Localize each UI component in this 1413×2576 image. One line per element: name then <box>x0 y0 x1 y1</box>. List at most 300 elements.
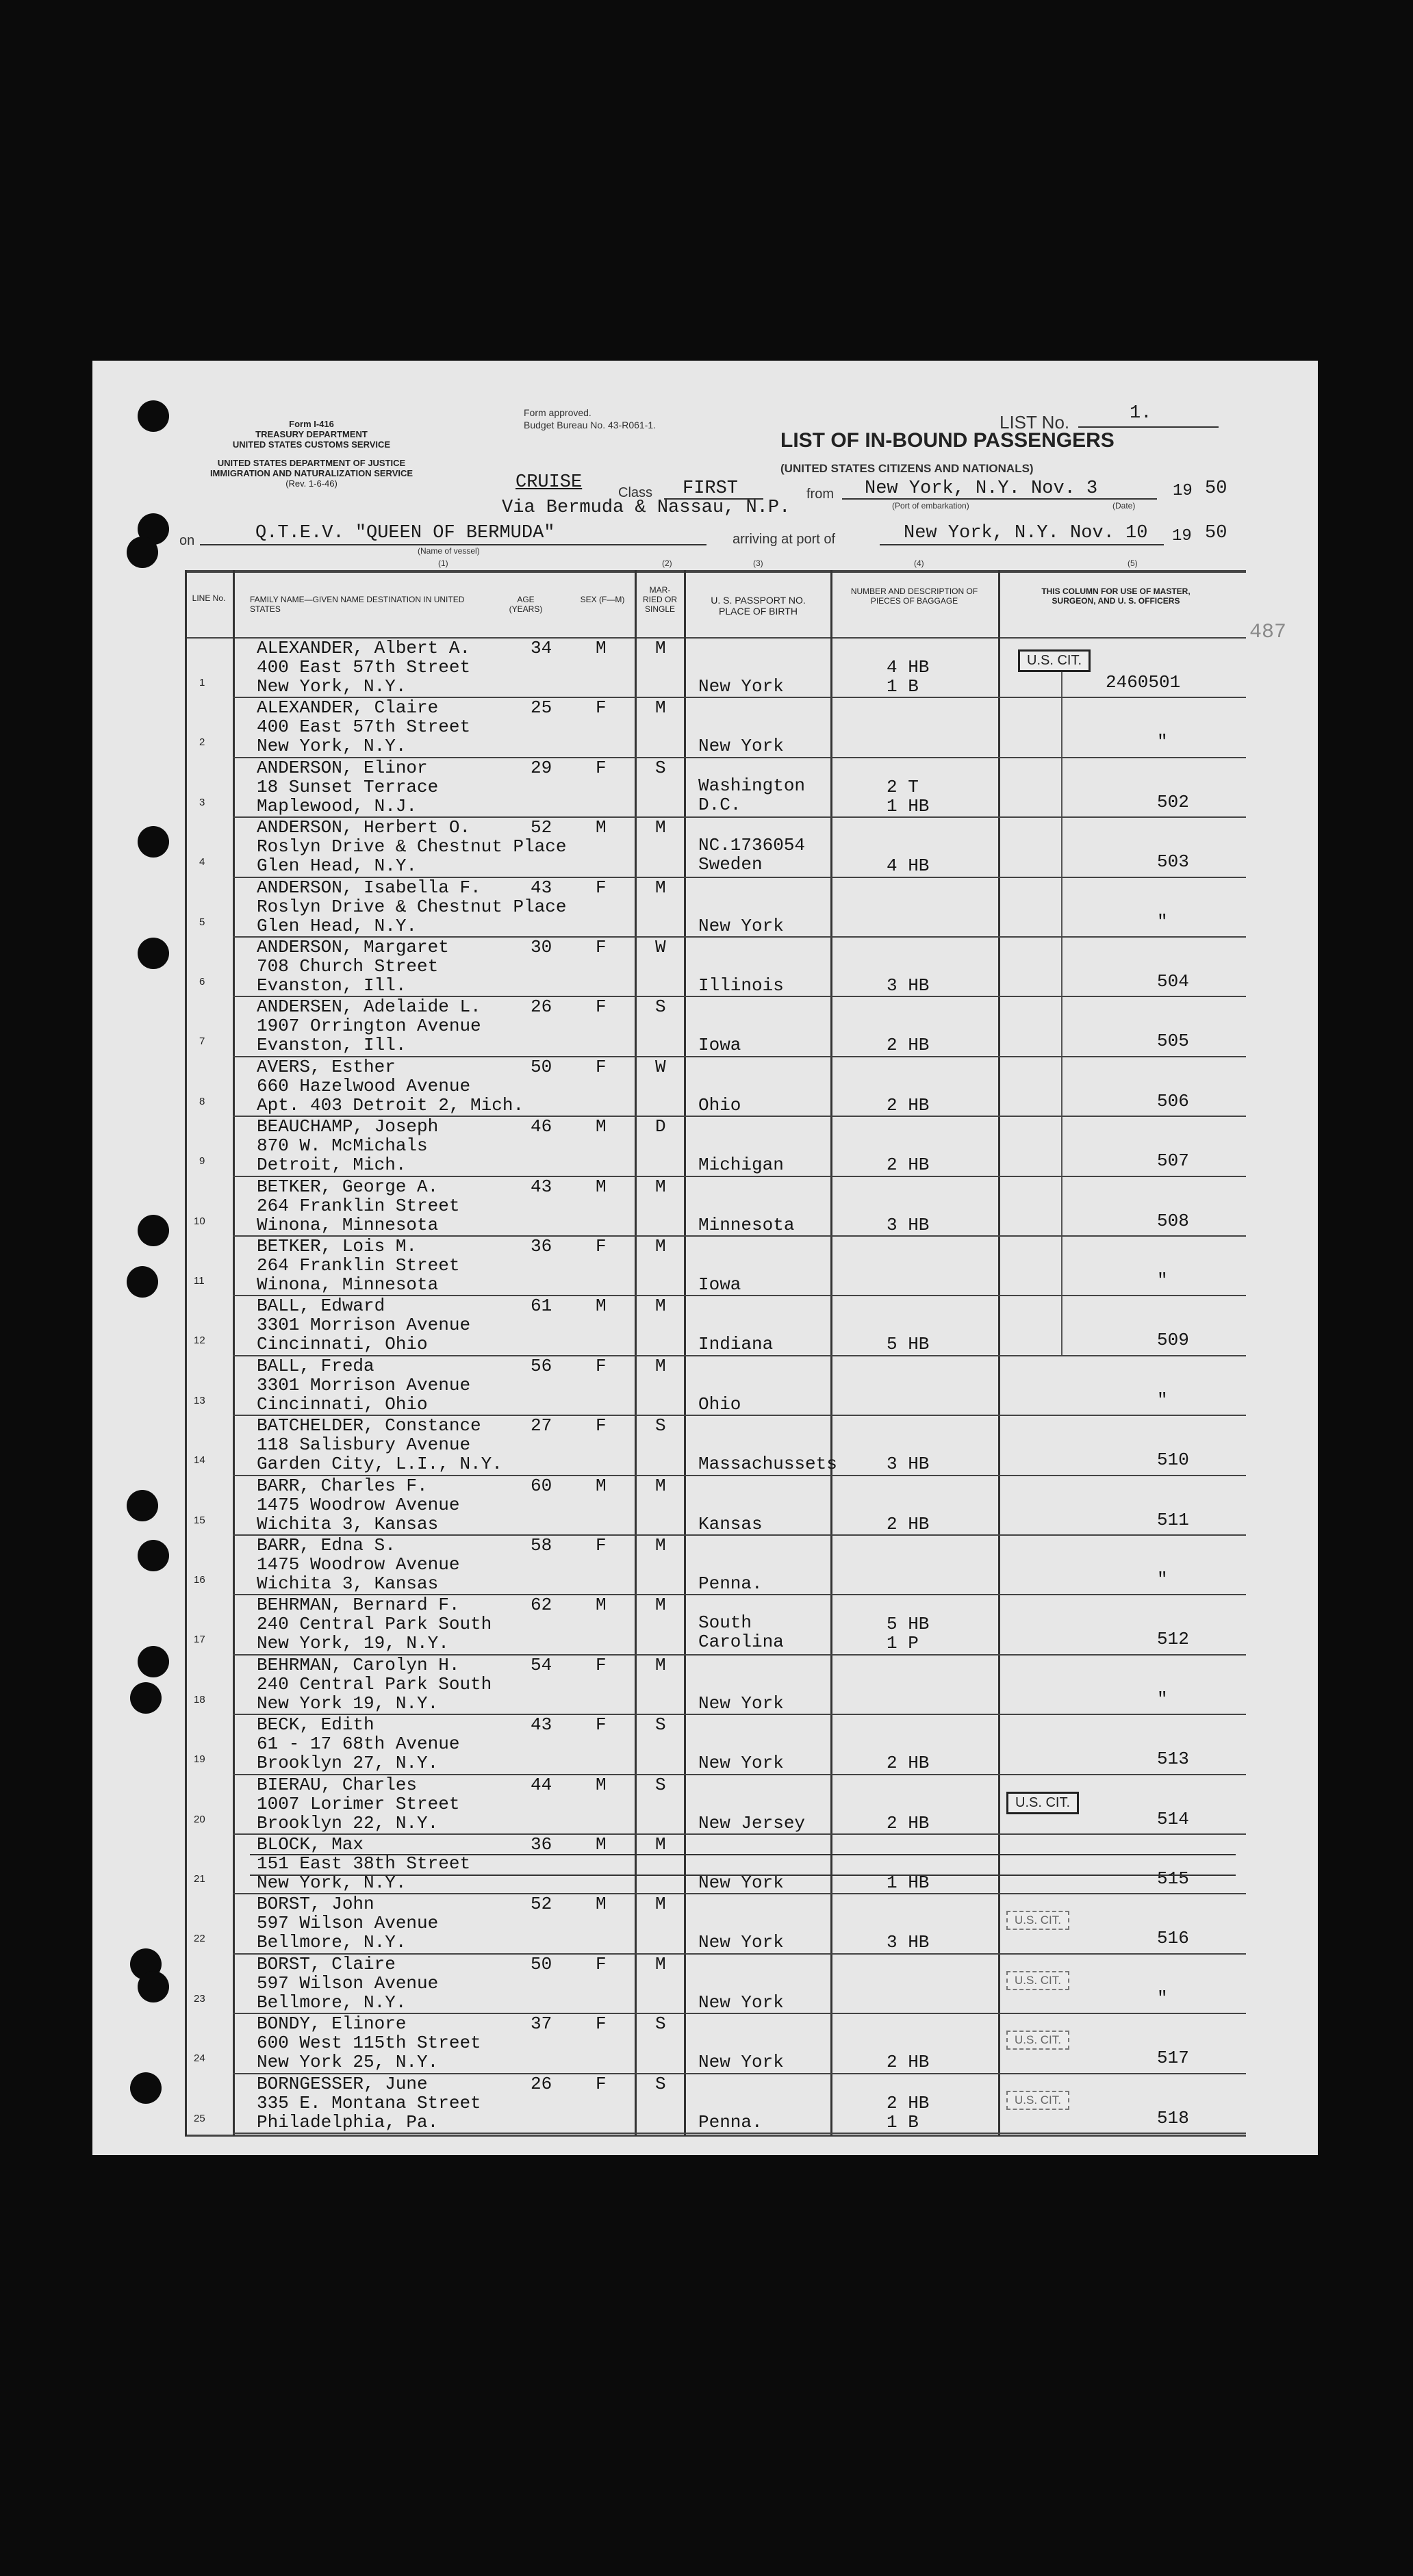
passenger-marital: S <box>655 996 666 1018</box>
passenger-name: BATCHELDER, Constance <box>257 1415 481 1437</box>
passenger-age: 58 <box>531 1535 552 1556</box>
approval-line: Budget Bureau No. 43-R061-1. <box>524 420 657 430</box>
passenger-age: 43 <box>531 1714 552 1736</box>
passenger-sex: M <box>596 1176 607 1197</box>
class-value: FIRST <box>683 478 739 499</box>
passenger-marital: S <box>655 2073 666 2094</box>
line-number: 12 <box>194 1335 205 1347</box>
line-number: 14 <box>194 1454 205 1467</box>
passenger-city: Glen Head, N.Y. <box>257 915 418 936</box>
place-of-birth: Penna. <box>698 1573 763 1594</box>
place-of-birth: Iowa <box>698 1274 741 1295</box>
line-number: 5 <box>199 916 205 928</box>
passenger-address: 240 Central Park South <box>257 1673 492 1695</box>
line-number: 18 <box>194 1693 205 1705</box>
agency-line: UNITED STATES DEPARTMENT OF JUSTICE <box>217 458 406 468</box>
passenger-name: BORST, John <box>257 1894 374 1915</box>
officer-entry: 514 <box>1157 1808 1189 1829</box>
passenger-address: 3301 Morrison Avenue <box>257 1374 471 1395</box>
passenger-name: BALL, Edward <box>257 1296 385 1317</box>
passenger-name: AVERS, Esther <box>257 1056 396 1077</box>
officer-entry: 517 <box>1157 2048 1189 2069</box>
baggage-count: 2 HB <box>887 1035 930 1056</box>
passenger-marital: M <box>655 638 666 658</box>
officer-entry: 509 <box>1157 1330 1189 1351</box>
passenger-city: New York 19, N.Y. <box>257 1692 439 1714</box>
baggage-count: 2 HB <box>887 2092 930 2113</box>
baggage-count: 5 HB <box>887 1614 930 1635</box>
passenger-name: BEHRMAN, Carolyn H. <box>257 1654 460 1675</box>
passenger-city: Cincinnati, Ohio <box>257 1393 428 1415</box>
baggage-count: 3 HB <box>887 1932 930 1953</box>
approval-line: Form approved. <box>524 407 591 418</box>
line-number: 6 <box>199 976 205 988</box>
passenger-address: 1475 Woodrow Avenue <box>257 1554 460 1575</box>
passenger-name: BARR, Edna S. <box>257 1535 396 1556</box>
baggage-count: 1 B <box>887 2111 919 2133</box>
line-number: 9 <box>199 1155 205 1168</box>
place-of-birth: Indiana <box>698 1334 774 1355</box>
passenger-marital: M <box>655 1475 666 1496</box>
baggage-count: 3 HB <box>887 1454 930 1475</box>
place-of-birth: South <box>698 1612 752 1634</box>
officer-entry: " <box>1157 911 1168 932</box>
place-of-birth: Minnesota <box>698 1214 795 1235</box>
passenger-address: 264 Franklin Street <box>257 1255 460 1276</box>
baggage-count: 2 HB <box>887 1753 930 1774</box>
officer-entry: " <box>1157 1569 1168 1590</box>
passenger-marital: M <box>655 1595 666 1616</box>
baggage-count: 2 HB <box>887 1812 930 1833</box>
agency-line: TREASURY DEPARTMENT <box>255 429 368 439</box>
passenger-city: Brooklyn 22, N.Y. <box>257 1812 439 1833</box>
passenger-marital: M <box>655 877 666 898</box>
passenger-age: 36 <box>531 1236 552 1257</box>
class-label: Class <box>618 485 653 500</box>
passenger-city: New York, N.Y. <box>257 676 407 697</box>
passenger-age: 50 <box>531 1953 552 1974</box>
passenger-marital: W <box>655 1056 666 1077</box>
passenger-age: 26 <box>531 2073 552 2094</box>
arriving-year-prefix: 19 <box>1172 527 1192 545</box>
officer-entry: 505 <box>1157 1031 1189 1052</box>
cruise-label: CRUISE <box>515 472 583 493</box>
place-of-birth: New York <box>698 1692 784 1714</box>
baggage-count: 3 HB <box>887 1214 930 1235</box>
passenger-name: BARR, Charles F. <box>257 1475 428 1496</box>
manifest-sheet <box>92 361 1318 2155</box>
passenger-age: 46 <box>531 1116 552 1137</box>
col-header-officers: THIS COLUMN FOR USE OF MASTER, SURGEON, AND U. S. OFFICERS <box>1041 587 1191 606</box>
passenger-age: 36 <box>531 1834 552 1855</box>
passenger-city: Philadelphia, Pa. <box>257 2111 439 2133</box>
passenger-address: 61 - 17 68th Avenue <box>257 1734 460 1755</box>
passenger-address: 118 Salisbury Avenue <box>257 1434 471 1456</box>
passenger-name: ANDERSON, Elinor <box>257 757 428 778</box>
passenger-city: Wichita 3, Kansas <box>257 1573 439 1594</box>
line-number: 10 <box>194 1215 205 1227</box>
line-number: 4 <box>199 856 205 868</box>
passenger-sex: F <box>596 1056 607 1077</box>
line-number: 1 <box>199 677 205 688</box>
place-of-birth: Iowa <box>698 1035 741 1056</box>
column-number: (3) <box>753 558 763 568</box>
passenger-name: BETKER, George A. <box>257 1176 439 1197</box>
column-number: (1) <box>438 558 448 568</box>
passenger-name: ANDERSON, Margaret <box>257 937 449 957</box>
passenger-address: 151 East 38th Street <box>257 1853 471 1874</box>
passenger-sex: F <box>596 1654 607 1675</box>
vessel-note: (Name of vessel) <box>418 546 480 556</box>
passenger-name: ALEXANDER, Claire <box>257 697 439 719</box>
line-number: 20 <box>194 1813 205 1825</box>
passenger-age: 54 <box>531 1654 552 1675</box>
passenger-marital: M <box>655 1654 666 1675</box>
passenger-sex: F <box>596 1535 607 1556</box>
passenger-sex: F <box>596 1355 607 1376</box>
passenger-age: 44 <box>531 1774 552 1795</box>
line-number: 19 <box>194 1753 205 1766</box>
passenger-age: 27 <box>531 1415 552 1437</box>
passenger-marital: M <box>655 697 666 719</box>
passenger-address: 708 Church Street <box>257 956 439 977</box>
line-number: 17 <box>194 1634 205 1646</box>
passenger-marital: W <box>655 937 666 957</box>
col-header-name: FAMILY NAME—GIVEN NAME DESTINATION IN UNITED STATES <box>250 595 465 614</box>
from-value: New York, N.Y. Nov. 3 <box>865 478 1098 499</box>
passenger-sex: M <box>596 1774 607 1795</box>
baggage-count: 5 HB <box>887 1334 930 1355</box>
passenger-city: Winona, Minnesota <box>257 1274 439 1295</box>
passenger-sex: M <box>596 1834 607 1855</box>
place-of-birth: D.C. <box>698 794 741 815</box>
col-header-age: AGE (YEARS) <box>509 595 543 614</box>
passenger-city: Bellmore, N.Y. <box>257 1932 407 1953</box>
arriving-year-suffix: 50 <box>1205 523 1227 543</box>
line-number: 24 <box>194 2052 205 2065</box>
line-number: 16 <box>194 1574 205 1586</box>
passenger-marital: M <box>655 1953 666 1974</box>
list-no-label: LIST No. <box>1000 412 1070 433</box>
passenger-address: 335 E. Montana Street <box>257 2092 481 2113</box>
passenger-marital: M <box>655 1894 666 1915</box>
passenger-age: 61 <box>531 1296 552 1317</box>
vessel-name: Q.T.E.V. "QUEEN OF BERMUDA" <box>255 523 555 543</box>
passenger-table <box>92 361 1318 2155</box>
passenger-address: 1007 Lorimer Street <box>257 1793 460 1814</box>
us-citizen-stamp: U.S. CIT. <box>1006 1971 1069 1990</box>
place-of-birth: Ohio <box>698 1094 741 1116</box>
passenger-sex: F <box>596 697 607 719</box>
passenger-name: ANDERSEN, Adelaide L. <box>257 996 481 1018</box>
passenger-sex: F <box>596 2013 607 2035</box>
passenger-address: 597 Wilson Avenue <box>257 1972 439 1994</box>
officer-entry: 502 <box>1157 791 1189 812</box>
place-of-birth: New York <box>698 1872 784 1893</box>
passenger-sex: F <box>596 2073 607 2094</box>
place-of-birth: New York <box>698 1932 784 1953</box>
passenger-city: New York, N.Y. <box>257 736 407 757</box>
year-prefix: 19 <box>1173 482 1193 500</box>
year-suffix: 50 <box>1205 478 1227 499</box>
baggage-count: 1 P <box>887 1633 919 1654</box>
officer-entry: 510 <box>1157 1450 1189 1471</box>
passenger-marital: M <box>655 1355 666 1376</box>
officer-entry: 512 <box>1157 1629 1189 1650</box>
passenger-age: 26 <box>531 996 552 1018</box>
baggage-count: 3 HB <box>887 975 930 996</box>
us-citizen-stamp: U.S. CIT. <box>1006 2031 1069 2050</box>
passenger-name: ALEXANDER, Albert A. <box>257 638 471 658</box>
passenger-sex: M <box>596 1595 607 1616</box>
passenger-marital: M <box>655 1296 666 1317</box>
passenger-address: Roslyn Drive & Chestnut Place <box>257 836 567 858</box>
passenger-city: Glen Head, N.Y. <box>257 855 418 877</box>
us-citizen-stamp: U.S. CIT. <box>1018 649 1091 672</box>
passenger-address: 1907 Orrington Avenue <box>257 1016 481 1037</box>
place-of-birth: Massachussets <box>698 1454 837 1475</box>
passenger-address: Roslyn Drive & Chestnut Place <box>257 896 567 917</box>
officer-entry: " <box>1157 1389 1168 1411</box>
page-title: LIST OF IN-BOUND PASSENGERS <box>780 429 1115 452</box>
baggage-count: 4 HB <box>887 855 930 877</box>
passenger-sex: F <box>596 996 607 1018</box>
list-no-value: 1. <box>1130 403 1152 424</box>
line-number: 25 <box>194 2112 205 2124</box>
passenger-marital: S <box>655 757 666 778</box>
passenger-address: 400 East 57th Street <box>257 717 471 738</box>
form-number: Form I-416 <box>289 419 334 429</box>
line-number: 7 <box>199 1035 205 1048</box>
passenger-city: Brooklyn 27, N.Y. <box>257 1753 439 1774</box>
line-number: 2 <box>199 736 205 749</box>
officer-entry: " <box>1157 732 1168 753</box>
officer-entry: 508 <box>1157 1210 1189 1231</box>
passenger-sex: M <box>596 1116 607 1137</box>
place-of-birth: New York <box>698 676 784 697</box>
baggage-count: 1 HB <box>887 795 930 816</box>
passenger-city: Cincinnati, Ohio <box>257 1334 428 1355</box>
revision-note: (Rev. 1-6-46) <box>285 478 338 489</box>
passenger-name: ANDERSON, Isabella F. <box>257 877 481 898</box>
agency-line: UNITED STATES CUSTOMS SERVICE <box>232 439 391 450</box>
officer-entry: " <box>1157 1987 1168 2009</box>
passenger-city: Evanston, Ill. <box>257 975 407 996</box>
page-subtitle: (UNITED STATES CITIZENS AND NATIONALS) <box>780 462 1034 475</box>
passenger-age: 62 <box>531 1595 552 1616</box>
passenger-name: BORST, Claire <box>257 1953 396 1974</box>
place-of-birth: Michigan <box>698 1155 784 1176</box>
passenger-city: Winona, Minnesota <box>257 1214 439 1235</box>
baggage-count: 2 HB <box>887 1155 930 1176</box>
col-header-passport: U. S. PASSPORT NO. PLACE OF BIRTH <box>711 595 806 617</box>
passenger-name: BIERAU, Charles <box>257 1774 418 1795</box>
embarkation-note: (Port of embarkation) <box>892 501 969 511</box>
passenger-city: Apt. 403 Detroit 2, Mich. <box>257 1094 524 1116</box>
passenger-age: 43 <box>531 1176 552 1197</box>
line-number: 13 <box>194 1394 205 1406</box>
line-number: 8 <box>199 1095 205 1107</box>
passenger-city: Wichita 3, Kansas <box>257 1513 439 1534</box>
us-citizen-stamp: U.S. CIT. <box>1006 1911 1069 1930</box>
col-header-sex: SEX (F—M) <box>580 595 625 604</box>
passenger-sex: F <box>596 1415 607 1437</box>
passenger-age: 37 <box>531 2013 552 2035</box>
column-number: (5) <box>1128 558 1138 568</box>
officer-entry: 2460501 <box>1106 672 1181 693</box>
place-of-birth: Washington <box>698 775 806 796</box>
baggage-count: 4 HB <box>887 657 930 678</box>
place-of-birth: Illinois <box>698 975 784 996</box>
line-number: 22 <box>194 1933 205 1945</box>
passenger-name: BORNGESSER, June <box>257 2073 428 2094</box>
passenger-name: BEAUCHAMP, Joseph <box>257 1116 439 1137</box>
baggage-count: 2 HB <box>887 2052 930 2073</box>
arriving-label: arriving at port of <box>733 532 836 547</box>
passenger-age: 52 <box>531 1894 552 1915</box>
passenger-name: BLOCK, Max <box>257 1834 364 1855</box>
passenger-city: Detroit, Mich. <box>257 1155 407 1176</box>
passenger-sex: M <box>596 1296 607 1317</box>
place-of-birth: New York <box>698 736 784 757</box>
place-of-birth: New York <box>698 1753 784 1774</box>
passenger-address: 870 W. McMichals <box>257 1135 428 1157</box>
col-header-married: MAR-RIED OR SINGLE <box>642 585 677 614</box>
passenger-name: BONDY, Elinore <box>257 2013 407 2035</box>
passenger-sex: F <box>596 1714 607 1736</box>
passenger-marital: S <box>655 1415 666 1437</box>
passenger-marital: M <box>655 1236 666 1257</box>
passenger-marital: M <box>655 1176 666 1197</box>
place-of-birth: New York <box>698 915 784 936</box>
margin-number: 487 <box>1249 621 1287 644</box>
passenger-address: 264 Franklin Street <box>257 1195 460 1216</box>
passenger-address: 400 East 57th Street <box>257 657 471 678</box>
place-of-birth: NC.1736054 <box>698 835 806 856</box>
passenger-age: 29 <box>531 757 552 778</box>
baggage-count: 1 B <box>887 676 919 697</box>
passenger-city: Bellmore, N.Y. <box>257 1992 407 2013</box>
passenger-sex: M <box>596 1894 607 1915</box>
passenger-name: BEHRMAN, Bernard F. <box>257 1595 460 1616</box>
passenger-address: 240 Central Park South <box>257 1614 492 1635</box>
place-of-birth: Carolina <box>698 1632 784 1653</box>
passenger-marital: M <box>655 1834 666 1855</box>
passenger-name: BECK, Edith <box>257 1714 374 1736</box>
passenger-sex: M <box>596 1475 607 1496</box>
passenger-address: 597 Wilson Avenue <box>257 1913 439 1934</box>
col-header-line: LINE No. <box>192 593 226 603</box>
officer-entry: " <box>1157 1688 1168 1710</box>
from-label: from <box>806 487 834 502</box>
passenger-name: BALL, Freda <box>257 1355 374 1376</box>
passenger-age: 56 <box>531 1355 552 1376</box>
officer-entry: 506 <box>1157 1090 1189 1111</box>
agency-line: IMMIGRATION AND NATURALIZATION SERVICE <box>209 468 413 478</box>
line-number: 21 <box>194 1873 205 1885</box>
place-of-birth: New Jersey <box>698 1812 806 1833</box>
on-label: on <box>179 533 195 548</box>
passenger-address: 660 Hazelwood Avenue <box>257 1075 471 1096</box>
passenger-age: 43 <box>531 877 552 898</box>
passenger-marital: M <box>655 1535 666 1556</box>
officer-entry: 511 <box>1157 1509 1189 1530</box>
passenger-sex: F <box>596 757 607 778</box>
us-citizen-stamp: U.S. CIT. <box>1006 2091 1069 2110</box>
officer-entry: 507 <box>1157 1150 1189 1172</box>
passenger-sex: M <box>596 638 607 658</box>
passenger-address: 18 Sunset Terrace <box>257 776 439 797</box>
date-note: (Date) <box>1112 501 1136 511</box>
baggage-count: 1 HB <box>887 1872 930 1893</box>
passenger-city: Evanston, Ill. <box>257 1035 407 1056</box>
officer-entry: 518 <box>1157 2107 1189 2128</box>
officer-entry: 513 <box>1157 1749 1189 1770</box>
col-header-baggage: NUMBER AND DESCRIPTION OF PIECES OF BAGGAGE <box>850 587 978 606</box>
passenger-address: 1475 Woodrow Avenue <box>257 1494 460 1515</box>
passenger-address: 3301 Morrison Avenue <box>257 1315 471 1336</box>
passenger-sex: F <box>596 877 607 898</box>
baggage-count: 2 HB <box>887 1513 930 1534</box>
passenger-city: Garden City, L.I., N.Y. <box>257 1454 502 1475</box>
passenger-marital: S <box>655 1774 666 1795</box>
passenger-city: New York, 19, N.Y. <box>257 1633 449 1654</box>
passenger-city: New York, N.Y. <box>257 1872 407 1893</box>
place-of-birth: Kansas <box>698 1513 763 1534</box>
baggage-count: 2 HB <box>887 1094 930 1116</box>
officer-entry: 504 <box>1157 971 1189 992</box>
line-number: 23 <box>194 1992 205 2005</box>
passenger-city: Maplewood, N.J. <box>257 795 418 816</box>
baggage-count: 2 T <box>887 776 919 797</box>
arriving-port: New York, N.Y. Nov. 10 <box>904 523 1148 543</box>
passenger-address: 600 West 115th Street <box>257 2033 481 2054</box>
passenger-age: 50 <box>531 1056 552 1077</box>
passenger-name: BETKER, Lois M. <box>257 1236 418 1257</box>
passenger-age: 52 <box>531 817 552 838</box>
officer-entry: 515 <box>1157 1868 1189 1889</box>
place-of-birth: Sweden <box>698 854 763 875</box>
column-number: (4) <box>914 558 924 568</box>
passenger-age: 25 <box>531 697 552 719</box>
passenger-age: 30 <box>531 937 552 957</box>
place-of-birth: New York <box>698 2052 784 2073</box>
passenger-sex: F <box>596 937 607 957</box>
passenger-marital: D <box>655 1116 666 1137</box>
passenger-age: 34 <box>531 638 552 658</box>
passenger-marital: S <box>655 1714 666 1736</box>
officer-entry: 503 <box>1157 851 1189 873</box>
passenger-sex: F <box>596 1236 607 1257</box>
line-number: 3 <box>199 796 205 808</box>
line-number: 15 <box>194 1514 205 1526</box>
passenger-name: ANDERSON, Herbert O. <box>257 817 471 838</box>
place-of-birth: Ohio <box>698 1393 741 1415</box>
officer-entry: " <box>1157 1270 1168 1291</box>
passenger-marital: S <box>655 2013 666 2035</box>
via-route: Via Bermuda & Nassau, N.P. <box>502 498 791 518</box>
passenger-city: New York 25, N.Y. <box>257 2052 439 2073</box>
us-citizen-stamp: U.S. CIT. <box>1006 1792 1079 1814</box>
column-number: (2) <box>662 558 672 568</box>
passenger-sex: F <box>596 1953 607 1974</box>
line-number: 11 <box>194 1275 205 1287</box>
place-of-birth: New York <box>698 1992 784 2013</box>
place-of-birth: Penna. <box>698 2111 763 2133</box>
passenger-age: 60 <box>531 1475 552 1496</box>
passenger-sex: M <box>596 817 607 838</box>
officer-entry: 516 <box>1157 1928 1189 1949</box>
